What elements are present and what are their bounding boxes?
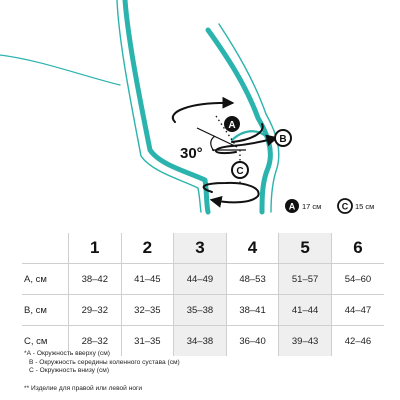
note-a: *А - Окружность вверху (см) <box>24 350 110 357</box>
size-header: 2 <box>121 233 174 264</box>
table-cell: 32–35 <box>121 295 174 326</box>
table-cell: 28–32 <box>69 326 122 357</box>
table-cell: 39–43 <box>279 326 332 357</box>
table-cell: 42–46 <box>331 326 384 357</box>
size-header: 4 <box>226 233 279 264</box>
legend-a-letter: A <box>288 201 296 212</box>
marker-a-label: A <box>228 120 236 131</box>
table-cell: 38–41 <box>226 295 279 326</box>
table-row <box>22 295 384 326</box>
table-cell: 48–53 <box>226 264 279 295</box>
table-cell: 44–47 <box>331 295 384 326</box>
arrow-a-circumference <box>173 103 232 122</box>
note-legs: ** Изделие для правой или левой ноги <box>24 385 143 392</box>
arrow-c-circumference <box>204 183 259 202</box>
calf-contour <box>0 55 120 85</box>
table-cell: 51–57 <box>279 264 332 295</box>
angle-label: 30° <box>180 145 203 162</box>
size-header: 5 <box>279 233 332 264</box>
table-cell: 29–32 <box>69 295 122 326</box>
marker-c <box>232 162 248 178</box>
table-cell: 38–42 <box>69 264 122 295</box>
leg-outline <box>0 0 279 212</box>
note-b: B - Окружность середины коленного сустава (см) <box>29 358 180 366</box>
row-label: C, см <box>22 326 69 357</box>
marker-b-label: B <box>279 134 287 145</box>
table-cell: 31–35 <box>121 326 174 357</box>
table-cell: 35–38 <box>174 295 227 326</box>
size-header: 6 <box>353 238 363 257</box>
table-row <box>22 264 384 295</box>
table-cell: 41–45 <box>121 264 174 295</box>
legend-c-letter: C <box>341 201 349 212</box>
size-table <box>22 233 384 356</box>
note-c: C - Окружность внизу (см) <box>29 367 110 375</box>
size-header: 1 <box>69 233 122 264</box>
legend-a-value: 17 см <box>302 202 322 211</box>
measurement-notes <box>24 350 180 376</box>
legend-c <box>338 199 374 213</box>
marker-b <box>275 130 291 146</box>
legend-a <box>285 199 321 213</box>
table-cell: 41–44 <box>279 295 332 326</box>
angle-arc <box>211 136 215 151</box>
table-cell: 36–40 <box>226 326 279 357</box>
header-corner <box>22 233 69 264</box>
legend-c-value: 15 см <box>355 202 375 211</box>
size-header-row <box>22 233 384 264</box>
size-header: 3 <box>174 233 227 264</box>
marker-a <box>224 116 240 132</box>
row-label: B, см <box>22 295 69 326</box>
table-cell: 44–49 <box>174 264 227 295</box>
table-cell: 54–60 <box>331 264 384 295</box>
row-label: A, см <box>22 264 69 295</box>
table-cell: 34–38 <box>174 326 227 357</box>
marker-c-label: C <box>236 166 244 177</box>
